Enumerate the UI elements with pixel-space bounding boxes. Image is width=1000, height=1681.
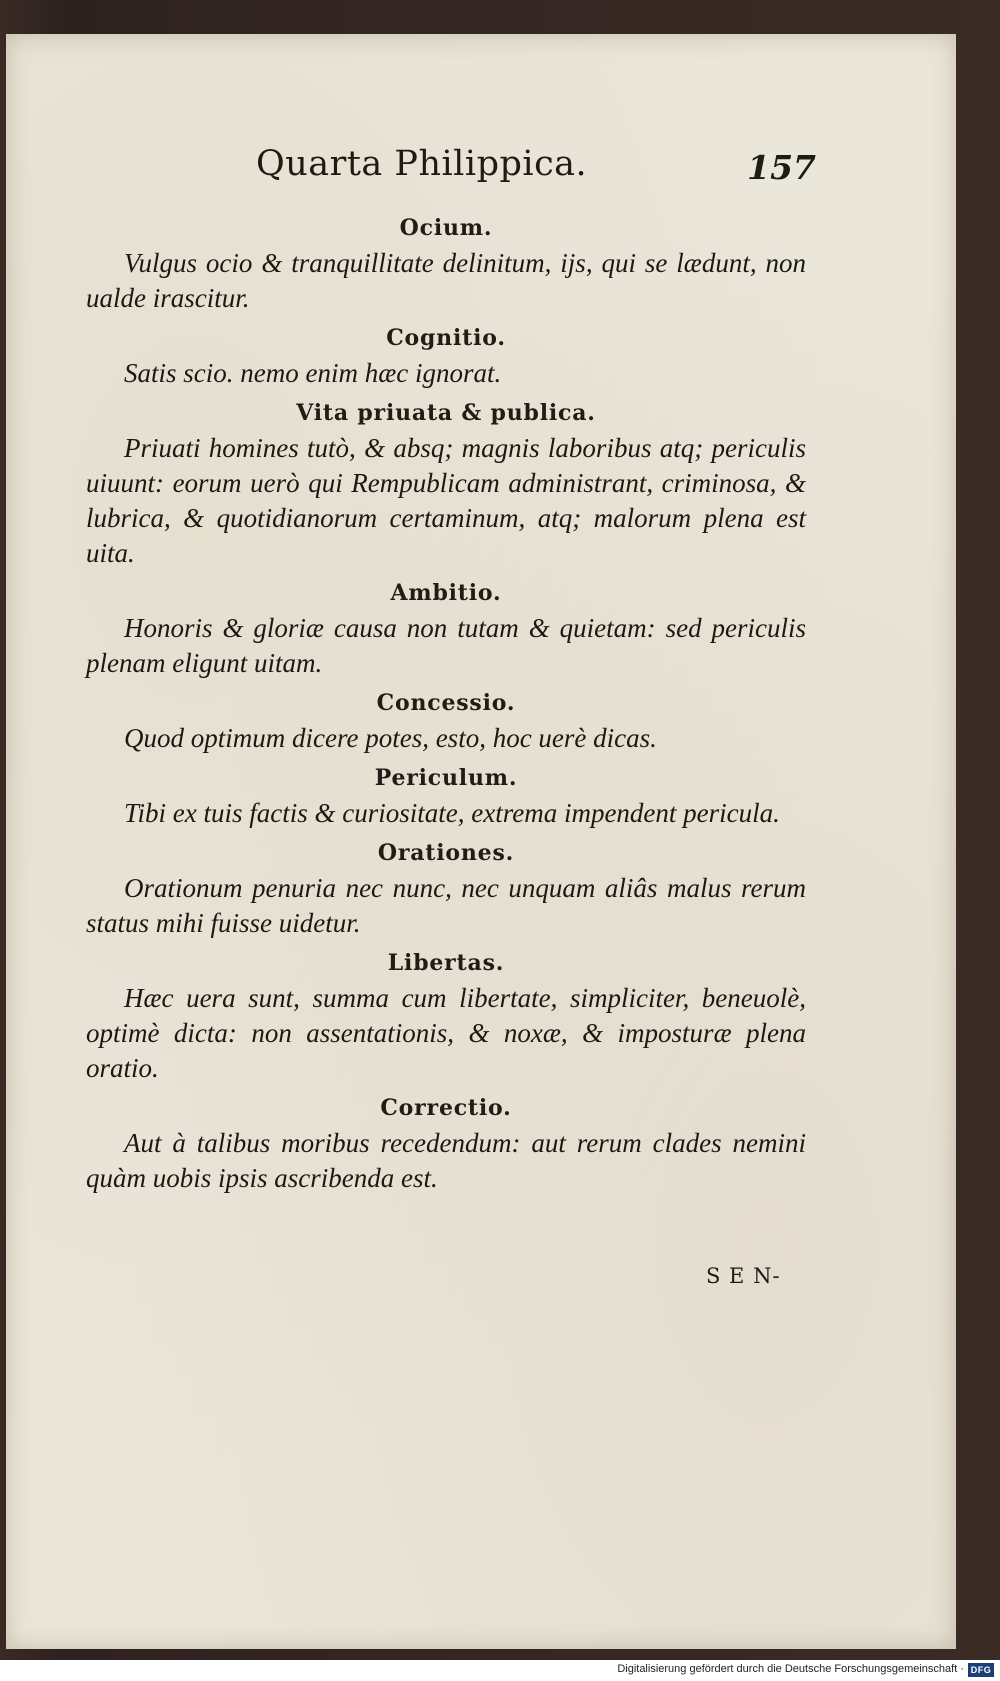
section-text: Priuati homines tutò, & absq; magnis laboribus atq; periculis uiuunt: eorum uerò qui Rempublicam administrant, criminosa, & lubrica, & quotidianorum certaminum, atq; malorum plena est uita. xyxy=(86,433,806,568)
book-page xyxy=(6,34,956,1649)
section-text: Satis scio. nemo enim hæc ignorat. xyxy=(124,358,502,388)
section-correctio xyxy=(86,1092,806,1196)
footer-credit: Digitalisierung gefördert durch die Deutsche Forschungsgemeinschaft · xyxy=(617,1663,964,1675)
section-vita xyxy=(86,397,806,571)
page-content xyxy=(86,212,806,1202)
section-text: Tibi ex tuis factis & curiositate, extrema impendent pericula. xyxy=(124,798,780,828)
section-periculum xyxy=(86,762,806,831)
section-text: Aut à talibus moribus recedendum: aut rerum clades nemini quàm uobis ipsis ascribenda est. xyxy=(86,1128,806,1193)
section-heading: Ocium. xyxy=(399,215,493,241)
section-libertas xyxy=(86,947,806,1086)
section-text: Honoris & gloriæ causa non tutam & quietam: sed periculis plenam eligunt uitam. xyxy=(86,613,806,678)
page-header xyxy=(256,134,816,204)
section-heading: Correctio. xyxy=(380,1095,512,1121)
dfg-logo-icon: DFG xyxy=(968,1663,994,1677)
section-cognitio xyxy=(86,322,806,391)
section-heading: Periculum. xyxy=(374,765,518,791)
running-title: Quarta Philippica. xyxy=(256,144,588,184)
section-heading: Concessio. xyxy=(376,690,516,716)
section-concessio xyxy=(86,687,806,756)
section-text: Quod optimum dicere potes, esto, hoc uerè dicas. xyxy=(124,723,657,753)
digitization-footer xyxy=(0,1660,1000,1681)
section-text: Orationum penuria nec nunc, nec unquam aliâs malus rerum status mihi fuisse uidetur. xyxy=(86,873,806,938)
section-text: Hæc uera sunt, summa cum libertate, simpliciter, beneuolè, optimè dicta: non assentationis, & noxæ, & imposturæ plena oratio. xyxy=(86,983,806,1083)
section-heading: Libertas. xyxy=(387,950,505,976)
page-number: 157 xyxy=(747,148,816,187)
section-text: Vulgus ocio & tranquillitate delinitum, ijs, qui se lædunt, non ualde irascitur. xyxy=(86,248,806,313)
section-heading: Cognitio. xyxy=(386,325,506,351)
section-orationes xyxy=(86,837,806,941)
section-heading: Vita priuata & publica. xyxy=(296,400,596,426)
section-ocium xyxy=(86,212,806,316)
section-heading: Orationes. xyxy=(377,840,515,866)
section-ambitio xyxy=(86,577,806,681)
section-heading: Ambitio. xyxy=(390,580,502,606)
catchword: S E N- xyxy=(706,1264,781,1288)
